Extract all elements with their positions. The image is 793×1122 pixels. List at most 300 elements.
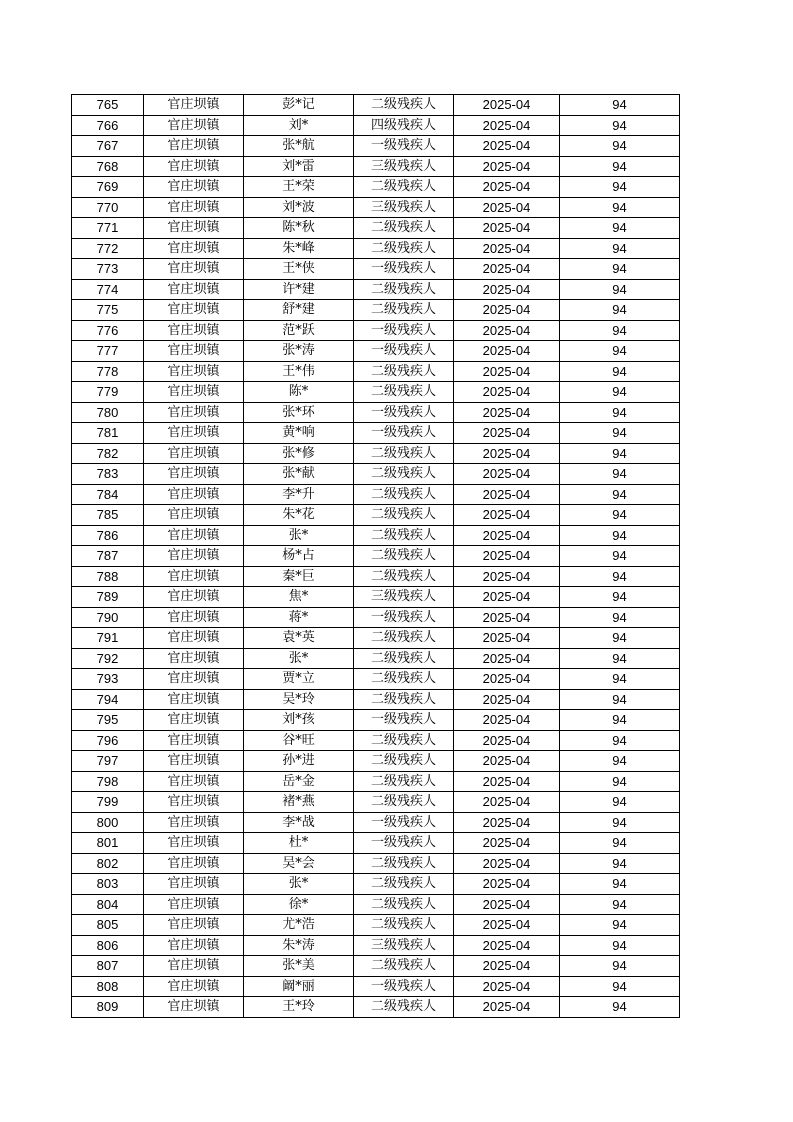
amount-cell: 94 bbox=[560, 320, 680, 341]
disability-subsidy-table bbox=[71, 94, 680, 1018]
disability-level-cell: 二级残疾人 bbox=[354, 95, 454, 116]
disability-level-cell: 四级残疾人 bbox=[354, 115, 454, 136]
row-number-cell: 765 bbox=[72, 95, 144, 116]
row-number-cell: 781 bbox=[72, 423, 144, 444]
row-number-cell: 788 bbox=[72, 566, 144, 587]
month-cell: 2025-04 bbox=[454, 607, 560, 628]
month-cell: 2025-04 bbox=[454, 423, 560, 444]
disability-level-cell: 一级残疾人 bbox=[354, 136, 454, 157]
town-cell: 官庄坝镇 bbox=[144, 156, 244, 177]
row-number-cell: 802 bbox=[72, 853, 144, 874]
name-cell: 阚*丽 bbox=[244, 976, 354, 997]
row-number-cell: 780 bbox=[72, 402, 144, 423]
row-number-cell: 805 bbox=[72, 915, 144, 936]
row-number-cell: 808 bbox=[72, 976, 144, 997]
row-number-cell: 773 bbox=[72, 259, 144, 280]
name-cell: 刘*雷 bbox=[244, 156, 354, 177]
name-cell: 徐* bbox=[244, 894, 354, 915]
name-cell: 张*涛 bbox=[244, 341, 354, 362]
name-cell: 张*航 bbox=[244, 136, 354, 157]
name-cell: 吴*玲 bbox=[244, 689, 354, 710]
amount-cell: 94 bbox=[560, 648, 680, 669]
row-number-cell: 793 bbox=[72, 669, 144, 690]
month-cell: 2025-04 bbox=[454, 443, 560, 464]
name-cell: 岳*金 bbox=[244, 771, 354, 792]
amount-cell: 94 bbox=[560, 956, 680, 977]
row-number-cell: 769 bbox=[72, 177, 144, 198]
row-number-cell: 786 bbox=[72, 525, 144, 546]
name-cell: 刘*波 bbox=[244, 197, 354, 218]
town-cell: 官庄坝镇 bbox=[144, 730, 244, 751]
town-cell: 官庄坝镇 bbox=[144, 853, 244, 874]
amount-cell: 94 bbox=[560, 177, 680, 198]
disability-level-cell: 二级残疾人 bbox=[354, 382, 454, 403]
disability-level-cell: 二级残疾人 bbox=[354, 443, 454, 464]
month-cell: 2025-04 bbox=[454, 566, 560, 587]
row-number-cell: 789 bbox=[72, 587, 144, 608]
town-cell: 官庄坝镇 bbox=[144, 546, 244, 567]
amount-cell: 94 bbox=[560, 935, 680, 956]
amount-cell: 94 bbox=[560, 894, 680, 915]
month-cell: 2025-04 bbox=[454, 238, 560, 259]
amount-cell: 94 bbox=[560, 751, 680, 772]
month-cell: 2025-04 bbox=[454, 300, 560, 321]
town-cell: 官庄坝镇 bbox=[144, 566, 244, 587]
row-number-cell: 807 bbox=[72, 956, 144, 977]
name-cell: 孙*进 bbox=[244, 751, 354, 772]
town-cell: 官庄坝镇 bbox=[144, 710, 244, 731]
table-row bbox=[72, 238, 680, 259]
row-number-cell: 800 bbox=[72, 812, 144, 833]
name-cell: 尤*浩 bbox=[244, 915, 354, 936]
month-cell: 2025-04 bbox=[454, 177, 560, 198]
month-cell: 2025-04 bbox=[454, 320, 560, 341]
row-number-cell: 782 bbox=[72, 443, 144, 464]
table-row bbox=[72, 402, 680, 423]
disability-level-cell: 三级残疾人 bbox=[354, 587, 454, 608]
table-row bbox=[72, 956, 680, 977]
town-cell: 官庄坝镇 bbox=[144, 525, 244, 546]
table-row bbox=[72, 997, 680, 1018]
amount-cell: 94 bbox=[560, 525, 680, 546]
month-cell: 2025-04 bbox=[454, 197, 560, 218]
town-cell: 官庄坝镇 bbox=[144, 382, 244, 403]
month-cell: 2025-04 bbox=[454, 259, 560, 280]
town-cell: 官庄坝镇 bbox=[144, 259, 244, 280]
table-row bbox=[72, 136, 680, 157]
table-row bbox=[72, 587, 680, 608]
disability-level-cell: 二级残疾人 bbox=[354, 853, 454, 874]
name-cell: 王*荣 bbox=[244, 177, 354, 198]
town-cell: 官庄坝镇 bbox=[144, 771, 244, 792]
name-cell: 蒋* bbox=[244, 607, 354, 628]
amount-cell: 94 bbox=[560, 484, 680, 505]
row-number-cell: 809 bbox=[72, 997, 144, 1018]
amount-cell: 94 bbox=[560, 853, 680, 874]
table-row bbox=[72, 812, 680, 833]
disability-level-cell: 二级残疾人 bbox=[354, 279, 454, 300]
month-cell: 2025-04 bbox=[454, 751, 560, 772]
amount-cell: 94 bbox=[560, 833, 680, 854]
disability-level-cell: 二级残疾人 bbox=[354, 464, 454, 485]
month-cell: 2025-04 bbox=[454, 341, 560, 362]
table-row bbox=[72, 874, 680, 895]
table-row bbox=[72, 935, 680, 956]
town-cell: 官庄坝镇 bbox=[144, 812, 244, 833]
row-number-cell: 770 bbox=[72, 197, 144, 218]
row-number-cell: 801 bbox=[72, 833, 144, 854]
disability-level-cell: 三级残疾人 bbox=[354, 197, 454, 218]
row-number-cell: 798 bbox=[72, 771, 144, 792]
amount-cell: 94 bbox=[560, 792, 680, 813]
disability-level-cell: 二级残疾人 bbox=[354, 218, 454, 239]
town-cell: 官庄坝镇 bbox=[144, 751, 244, 772]
amount-cell: 94 bbox=[560, 156, 680, 177]
month-cell: 2025-04 bbox=[454, 976, 560, 997]
name-cell: 朱*花 bbox=[244, 505, 354, 526]
name-cell: 王*玲 bbox=[244, 997, 354, 1018]
disability-level-cell: 一级残疾人 bbox=[354, 833, 454, 854]
table-row bbox=[72, 300, 680, 321]
town-cell: 官庄坝镇 bbox=[144, 648, 244, 669]
amount-cell: 94 bbox=[560, 423, 680, 444]
month-cell: 2025-04 bbox=[454, 218, 560, 239]
table-row bbox=[72, 730, 680, 751]
amount-cell: 94 bbox=[560, 628, 680, 649]
amount-cell: 94 bbox=[560, 771, 680, 792]
town-cell: 官庄坝镇 bbox=[144, 833, 244, 854]
amount-cell: 94 bbox=[560, 669, 680, 690]
disability-level-cell: 二级残疾人 bbox=[354, 566, 454, 587]
name-cell: 张* bbox=[244, 874, 354, 895]
row-number-cell: 783 bbox=[72, 464, 144, 485]
name-cell: 吴*会 bbox=[244, 853, 354, 874]
town-cell: 官庄坝镇 bbox=[144, 197, 244, 218]
amount-cell: 94 bbox=[560, 689, 680, 710]
table-row bbox=[72, 669, 680, 690]
amount-cell: 94 bbox=[560, 812, 680, 833]
disability-level-cell: 二级残疾人 bbox=[354, 894, 454, 915]
town-cell: 官庄坝镇 bbox=[144, 792, 244, 813]
amount-cell: 94 bbox=[560, 238, 680, 259]
table-row bbox=[72, 566, 680, 587]
table-row bbox=[72, 628, 680, 649]
town-cell: 官庄坝镇 bbox=[144, 976, 244, 997]
month-cell: 2025-04 bbox=[454, 361, 560, 382]
name-cell: 张* bbox=[244, 525, 354, 546]
name-cell: 朱*峰 bbox=[244, 238, 354, 259]
name-cell: 张*美 bbox=[244, 956, 354, 977]
table-row bbox=[72, 341, 680, 362]
town-cell: 官庄坝镇 bbox=[144, 628, 244, 649]
table-row bbox=[72, 218, 680, 239]
month-cell: 2025-04 bbox=[454, 812, 560, 833]
amount-cell: 94 bbox=[560, 997, 680, 1018]
row-number-cell: 797 bbox=[72, 751, 144, 772]
amount-cell: 94 bbox=[560, 464, 680, 485]
amount-cell: 94 bbox=[560, 95, 680, 116]
disability-level-cell: 二级残疾人 bbox=[354, 505, 454, 526]
amount-cell: 94 bbox=[560, 730, 680, 751]
disability-level-cell: 二级残疾人 bbox=[354, 648, 454, 669]
name-cell: 张*修 bbox=[244, 443, 354, 464]
name-cell: 焦* bbox=[244, 587, 354, 608]
row-number-cell: 791 bbox=[72, 628, 144, 649]
disability-level-cell: 二级残疾人 bbox=[354, 730, 454, 751]
month-cell: 2025-04 bbox=[454, 464, 560, 485]
amount-cell: 94 bbox=[560, 300, 680, 321]
disability-level-cell: 二级残疾人 bbox=[354, 361, 454, 382]
town-cell: 官庄坝镇 bbox=[144, 177, 244, 198]
name-cell: 刘* bbox=[244, 115, 354, 136]
month-cell: 2025-04 bbox=[454, 997, 560, 1018]
town-cell: 官庄坝镇 bbox=[144, 505, 244, 526]
row-number-cell: 772 bbox=[72, 238, 144, 259]
month-cell: 2025-04 bbox=[454, 833, 560, 854]
amount-cell: 94 bbox=[560, 361, 680, 382]
town-cell: 官庄坝镇 bbox=[144, 443, 244, 464]
amount-cell: 94 bbox=[560, 976, 680, 997]
row-number-cell: 771 bbox=[72, 218, 144, 239]
month-cell: 2025-04 bbox=[454, 956, 560, 977]
month-cell: 2025-04 bbox=[454, 156, 560, 177]
month-cell: 2025-04 bbox=[454, 853, 560, 874]
town-cell: 官庄坝镇 bbox=[144, 341, 244, 362]
name-cell: 褚*燕 bbox=[244, 792, 354, 813]
row-number-cell: 778 bbox=[72, 361, 144, 382]
amount-cell: 94 bbox=[560, 587, 680, 608]
town-cell: 官庄坝镇 bbox=[144, 915, 244, 936]
row-number-cell: 790 bbox=[72, 607, 144, 628]
amount-cell: 94 bbox=[560, 710, 680, 731]
month-cell: 2025-04 bbox=[454, 792, 560, 813]
month-cell: 2025-04 bbox=[454, 95, 560, 116]
town-cell: 官庄坝镇 bbox=[144, 484, 244, 505]
town-cell: 官庄坝镇 bbox=[144, 956, 244, 977]
table-row bbox=[72, 976, 680, 997]
town-cell: 官庄坝镇 bbox=[144, 874, 244, 895]
table-row bbox=[72, 177, 680, 198]
month-cell: 2025-04 bbox=[454, 730, 560, 751]
row-number-cell: 774 bbox=[72, 279, 144, 300]
town-cell: 官庄坝镇 bbox=[144, 361, 244, 382]
month-cell: 2025-04 bbox=[454, 484, 560, 505]
disability-level-cell: 三级残疾人 bbox=[354, 935, 454, 956]
row-number-cell: 787 bbox=[72, 546, 144, 567]
name-cell: 李*战 bbox=[244, 812, 354, 833]
table-row bbox=[72, 382, 680, 403]
row-number-cell: 779 bbox=[72, 382, 144, 403]
table-row bbox=[72, 689, 680, 710]
month-cell: 2025-04 bbox=[454, 915, 560, 936]
disability-level-cell: 一级残疾人 bbox=[354, 341, 454, 362]
table-row bbox=[72, 607, 680, 628]
disability-level-cell: 一级残疾人 bbox=[354, 423, 454, 444]
table-row bbox=[72, 505, 680, 526]
row-number-cell: 792 bbox=[72, 648, 144, 669]
name-cell: 张* bbox=[244, 648, 354, 669]
disability-level-cell: 一级残疾人 bbox=[354, 259, 454, 280]
town-cell: 官庄坝镇 bbox=[144, 300, 244, 321]
table-row bbox=[72, 771, 680, 792]
month-cell: 2025-04 bbox=[454, 279, 560, 300]
amount-cell: 94 bbox=[560, 402, 680, 423]
amount-cell: 94 bbox=[560, 505, 680, 526]
row-number-cell: 796 bbox=[72, 730, 144, 751]
town-cell: 官庄坝镇 bbox=[144, 218, 244, 239]
disability-level-cell: 三级残疾人 bbox=[354, 156, 454, 177]
town-cell: 官庄坝镇 bbox=[144, 238, 244, 259]
table-row bbox=[72, 95, 680, 116]
month-cell: 2025-04 bbox=[454, 587, 560, 608]
name-cell: 朱*涛 bbox=[244, 935, 354, 956]
name-cell: 陈*秋 bbox=[244, 218, 354, 239]
table-row bbox=[72, 156, 680, 177]
town-cell: 官庄坝镇 bbox=[144, 320, 244, 341]
amount-cell: 94 bbox=[560, 259, 680, 280]
disability-level-cell: 二级残疾人 bbox=[354, 771, 454, 792]
amount-cell: 94 bbox=[560, 218, 680, 239]
name-cell: 袁*英 bbox=[244, 628, 354, 649]
disability-level-cell: 二级残疾人 bbox=[354, 177, 454, 198]
town-cell: 官庄坝镇 bbox=[144, 95, 244, 116]
disability-level-cell: 二级残疾人 bbox=[354, 997, 454, 1018]
town-cell: 官庄坝镇 bbox=[144, 402, 244, 423]
disability-level-cell: 一级残疾人 bbox=[354, 710, 454, 731]
month-cell: 2025-04 bbox=[454, 525, 560, 546]
row-number-cell: 795 bbox=[72, 710, 144, 731]
amount-cell: 94 bbox=[560, 874, 680, 895]
name-cell: 谷*旺 bbox=[244, 730, 354, 751]
amount-cell: 94 bbox=[560, 197, 680, 218]
disability-level-cell: 二级残疾人 bbox=[354, 669, 454, 690]
amount-cell: 94 bbox=[560, 546, 680, 567]
table-row bbox=[72, 423, 680, 444]
disability-level-cell: 二级残疾人 bbox=[354, 628, 454, 649]
disability-level-cell: 二级残疾人 bbox=[354, 546, 454, 567]
table-row bbox=[72, 115, 680, 136]
amount-cell: 94 bbox=[560, 136, 680, 157]
disability-level-cell: 二级残疾人 bbox=[354, 751, 454, 772]
month-cell: 2025-04 bbox=[454, 505, 560, 526]
table-row bbox=[72, 443, 680, 464]
disability-level-cell: 一级残疾人 bbox=[354, 607, 454, 628]
row-number-cell: 806 bbox=[72, 935, 144, 956]
name-cell: 杜* bbox=[244, 833, 354, 854]
disability-level-cell: 一级残疾人 bbox=[354, 976, 454, 997]
row-number-cell: 804 bbox=[72, 894, 144, 915]
disability-level-cell: 二级残疾人 bbox=[354, 956, 454, 977]
month-cell: 2025-04 bbox=[454, 648, 560, 669]
town-cell: 官庄坝镇 bbox=[144, 464, 244, 485]
town-cell: 官庄坝镇 bbox=[144, 423, 244, 444]
name-cell: 张*献 bbox=[244, 464, 354, 485]
table-row bbox=[72, 320, 680, 341]
name-cell: 彭*记 bbox=[244, 95, 354, 116]
month-cell: 2025-04 bbox=[454, 402, 560, 423]
row-number-cell: 799 bbox=[72, 792, 144, 813]
name-cell: 李*升 bbox=[244, 484, 354, 505]
disability-level-cell: 二级残疾人 bbox=[354, 689, 454, 710]
name-cell: 王*伟 bbox=[244, 361, 354, 382]
month-cell: 2025-04 bbox=[454, 874, 560, 895]
name-cell: 秦*巨 bbox=[244, 566, 354, 587]
table-row bbox=[72, 751, 680, 772]
table-row bbox=[72, 792, 680, 813]
town-cell: 官庄坝镇 bbox=[144, 669, 244, 690]
amount-cell: 94 bbox=[560, 341, 680, 362]
table-row bbox=[72, 259, 680, 280]
name-cell: 许*建 bbox=[244, 279, 354, 300]
table-row bbox=[72, 894, 680, 915]
disability-level-cell: 二级残疾人 bbox=[354, 915, 454, 936]
name-cell: 张*环 bbox=[244, 402, 354, 423]
disability-level-cell: 二级残疾人 bbox=[354, 238, 454, 259]
table-row bbox=[72, 361, 680, 382]
name-cell: 范*跃 bbox=[244, 320, 354, 341]
amount-cell: 94 bbox=[560, 607, 680, 628]
month-cell: 2025-04 bbox=[454, 771, 560, 792]
row-number-cell: 785 bbox=[72, 505, 144, 526]
amount-cell: 94 bbox=[560, 115, 680, 136]
disability-level-cell: 二级残疾人 bbox=[354, 300, 454, 321]
town-cell: 官庄坝镇 bbox=[144, 607, 244, 628]
town-cell: 官庄坝镇 bbox=[144, 689, 244, 710]
amount-cell: 94 bbox=[560, 279, 680, 300]
month-cell: 2025-04 bbox=[454, 115, 560, 136]
table-body bbox=[72, 95, 680, 1018]
disability-level-cell: 二级残疾人 bbox=[354, 792, 454, 813]
row-number-cell: 768 bbox=[72, 156, 144, 177]
row-number-cell: 776 bbox=[72, 320, 144, 341]
disability-level-cell: 一级残疾人 bbox=[354, 812, 454, 833]
month-cell: 2025-04 bbox=[454, 710, 560, 731]
town-cell: 官庄坝镇 bbox=[144, 136, 244, 157]
month-cell: 2025-04 bbox=[454, 382, 560, 403]
row-number-cell: 766 bbox=[72, 115, 144, 136]
table-row bbox=[72, 833, 680, 854]
amount-cell: 94 bbox=[560, 566, 680, 587]
table-row bbox=[72, 915, 680, 936]
row-number-cell: 794 bbox=[72, 689, 144, 710]
table-row bbox=[72, 279, 680, 300]
table-row bbox=[72, 546, 680, 567]
town-cell: 官庄坝镇 bbox=[144, 115, 244, 136]
row-number-cell: 803 bbox=[72, 874, 144, 895]
name-cell: 王*侠 bbox=[244, 259, 354, 280]
town-cell: 官庄坝镇 bbox=[144, 894, 244, 915]
month-cell: 2025-04 bbox=[454, 689, 560, 710]
month-cell: 2025-04 bbox=[454, 894, 560, 915]
town-cell: 官庄坝镇 bbox=[144, 935, 244, 956]
disability-level-cell: 二级残疾人 bbox=[354, 874, 454, 895]
name-cell: 黄*响 bbox=[244, 423, 354, 444]
disability-level-cell: 一级残疾人 bbox=[354, 320, 454, 341]
town-cell: 官庄坝镇 bbox=[144, 997, 244, 1018]
table-row bbox=[72, 525, 680, 546]
name-cell: 舒*建 bbox=[244, 300, 354, 321]
row-number-cell: 775 bbox=[72, 300, 144, 321]
month-cell: 2025-04 bbox=[454, 669, 560, 690]
row-number-cell: 767 bbox=[72, 136, 144, 157]
row-number-cell: 784 bbox=[72, 484, 144, 505]
table-row bbox=[72, 710, 680, 731]
table-row bbox=[72, 484, 680, 505]
amount-cell: 94 bbox=[560, 915, 680, 936]
month-cell: 2025-04 bbox=[454, 546, 560, 567]
disability-level-cell: 二级残疾人 bbox=[354, 525, 454, 546]
table-row bbox=[72, 648, 680, 669]
